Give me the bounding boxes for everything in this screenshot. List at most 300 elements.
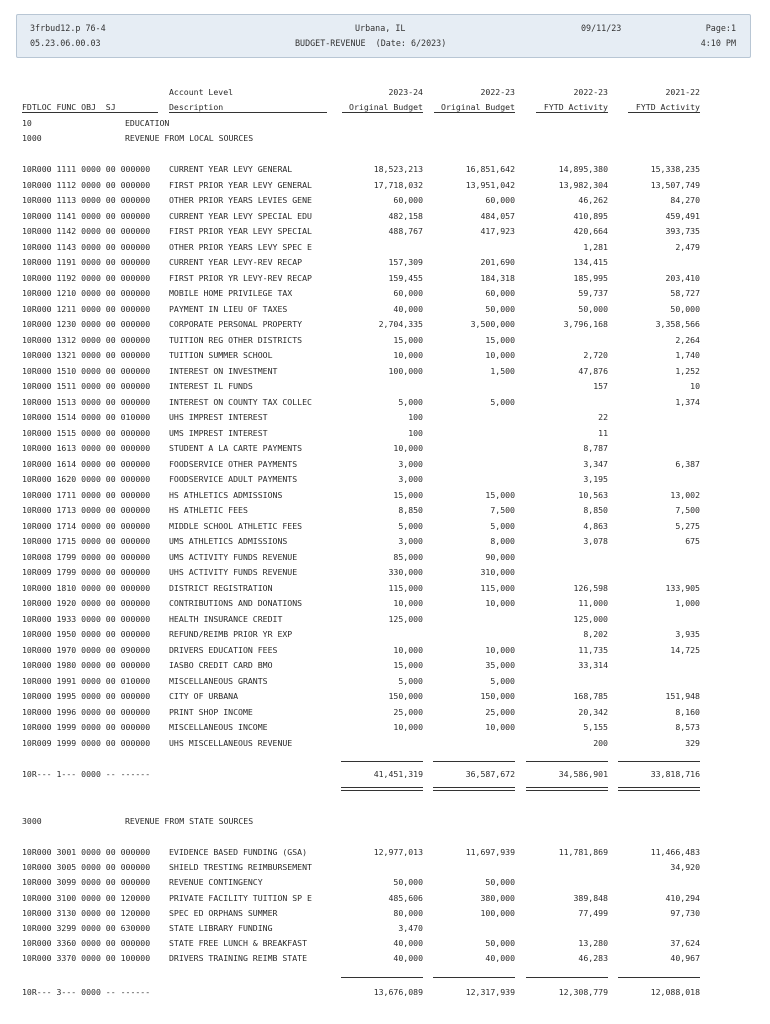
budget-2023-24-cell: 482,158 — [388, 210, 423, 221]
fytd-2021-22-cell: 58,727 — [670, 288, 700, 298]
budget-2023-24-cell: 100 — [408, 427, 423, 438]
subtotal-c2: 36,587,672 — [465, 769, 515, 779]
col3-label-header: FYTD Activity — [536, 102, 608, 113]
description-cell: STUDENT A LA CARTE PAYMENTS — [169, 443, 303, 453]
account-cell: 10R000 1510 0000 00 000000 — [22, 365, 151, 376]
budget-2023-24-cell: 15,000 — [393, 660, 423, 670]
account-cell: 10R000 1192 0000 00 000000 — [22, 272, 151, 283]
budget-2023-24-cell: 2,704,335 — [378, 319, 423, 329]
col4-label-header: FYTD Activity — [628, 102, 700, 113]
budget-2023-24-cell: 10,000 — [393, 350, 423, 360]
budget-2022-23-cell: 380,000 — [480, 892, 515, 903]
fytd-2022-23-cell: 5,155 — [583, 722, 608, 732]
fytd-2021-22-cell: 1,000 — [675, 598, 700, 608]
description-cell: HS ATHLETIC FEES — [169, 505, 248, 515]
subtotal-rule — [341, 761, 423, 762]
fytd-2021-22-cell: 13,002 — [670, 489, 700, 500]
table-row — [0, 211, 770, 222]
fytd-2022-23-cell: 47,876 — [578, 365, 608, 376]
table-row — [0, 583, 770, 594]
section-name: REVENUE FROM STATE SOURCES — [125, 816, 254, 826]
table-row — [0, 923, 770, 934]
description-cell: INTEREST ON INVESTMENT — [169, 365, 278, 376]
fytd-2022-23-cell: 50,000 — [578, 303, 608, 314]
account-cell: 10R000 1211 0000 00 000000 — [22, 303, 151, 314]
table-row — [0, 722, 770, 733]
fytd-2022-23-cell: 13,982,304 — [558, 179, 608, 190]
account-cell: 10R000 1950 0000 00 000000 — [22, 629, 151, 639]
fytd-2021-22-cell: 133,905 — [665, 582, 700, 593]
fytd-2021-22-cell: 2,264 — [675, 334, 700, 345]
budget-2023-24-cell: 5,000 — [398, 520, 423, 531]
budget-2023-24-cell: 3,470 — [398, 923, 423, 933]
fytd-2021-22-cell: 3,358,566 — [655, 319, 700, 329]
account-cell: 10R000 1970 0000 00 090000 — [22, 644, 151, 655]
fytd-2022-23-cell: 8,202 — [583, 629, 608, 639]
table-row — [0, 490, 770, 501]
fytd-2022-23-cell: 4,863 — [583, 520, 608, 531]
account-cell: 10R000 1514 0000 00 010000 — [22, 412, 151, 422]
description-cell: CURRENT YEAR LEVY SPECIAL EDU — [169, 210, 312, 221]
account-cell: 10R009 1999 0000 00 000000 — [22, 737, 151, 748]
table-row — [0, 428, 770, 439]
table-row — [0, 335, 770, 346]
description-cell: OTHER PRIOR YEARS LEVIES GENE — [169, 195, 312, 205]
account-cell: 10R000 1920 0000 00 000000 — [22, 598, 151, 608]
account-cell: 10R000 1933 0000 00 000000 — [22, 613, 151, 624]
fytd-2021-22-cell: 2,479 — [675, 241, 700, 252]
budget-2022-23-cell: 7,500 — [490, 505, 515, 515]
budget-2022-23-cell: 10,000 — [485, 598, 515, 608]
account-cell: 10R000 1321 0000 00 000000 — [22, 350, 151, 360]
account-cell: 10R000 1513 0000 00 000000 — [22, 396, 151, 407]
fytd-2022-23-cell: 77,499 — [578, 907, 608, 918]
fytd-2022-23-cell: 410,895 — [573, 210, 608, 221]
budget-2022-23-cell: 15,000 — [485, 334, 515, 345]
double-rule — [618, 787, 700, 791]
budget-2022-23-cell: 1,500 — [490, 365, 515, 376]
table-row — [0, 397, 770, 408]
table-row — [0, 660, 770, 671]
table-row — [0, 707, 770, 718]
fytd-2021-22-cell: 37,624 — [670, 938, 700, 949]
description-cell: DISTRICT REGISTRATION — [169, 582, 273, 593]
fytd-2021-22-cell: 410,294 — [665, 892, 700, 903]
budget-2023-24-cell: 10,000 — [393, 722, 423, 732]
budget-2022-23-cell: 50,000 — [485, 877, 515, 888]
fytd-2021-22-cell: 10 — [690, 381, 700, 391]
account-cell: 10R000 3130 0000 00 120000 — [22, 907, 151, 918]
account-cell: 10R000 1143 0000 00 000000 — [22, 241, 151, 252]
fytd-2021-22-cell: 7,500 — [675, 505, 700, 515]
fytd-2022-23-cell: 3,078 — [583, 536, 608, 546]
fytd-2021-22-cell: 3,935 — [675, 629, 700, 639]
fytd-2022-23-cell: 1,281 — [583, 241, 608, 252]
table-row — [0, 536, 770, 547]
budget-2022-23-cell: 8,000 — [490, 536, 515, 546]
fytd-2022-23-cell: 46,262 — [578, 195, 608, 205]
description-cell: UHS MISCELLANEOUS REVENUE — [169, 737, 293, 748]
report-version: 05.23.06.00.03 — [30, 38, 101, 48]
fytd-2021-22-cell: 34,920 — [670, 862, 700, 873]
subtotal-c1: 41,451,319 — [373, 769, 423, 779]
budget-2023-24-cell: 157,309 — [388, 257, 423, 267]
description-cell: FOODSERVICE ADULT PAYMENTS — [169, 474, 298, 484]
budget-2022-23-cell: 10,000 — [485, 350, 515, 360]
budget-2022-23-cell: 60,000 — [485, 195, 515, 205]
table-row — [0, 381, 770, 392]
account-cell: 10R000 1210 0000 00 000000 — [22, 288, 151, 298]
account-cell: 10R000 1620 0000 00 000000 — [22, 474, 151, 484]
account-cell: 10R000 1810 0000 00 000000 — [22, 582, 151, 593]
report-date: 09/11/23 — [581, 23, 622, 33]
fytd-2021-22-cell: 393,735 — [665, 226, 700, 236]
subtotal-rule — [433, 761, 515, 762]
description-cell: UMS ATHLETICS ADMISSIONS — [169, 536, 288, 546]
budget-2023-24-cell: 100 — [408, 412, 423, 422]
subtotal-c3: 34,586,901 — [558, 769, 608, 779]
subtotal-rule — [433, 977, 515, 978]
fytd-2022-23-cell: 11 — [598, 427, 608, 438]
fytd-2022-23-cell: 14,895,380 — [558, 164, 608, 174]
budget-2023-24-cell: 25,000 — [393, 706, 423, 717]
fytd-2022-23-cell: 8,787 — [583, 443, 608, 453]
fund-name: EDUCATION — [125, 118, 170, 128]
fytd-2021-22-cell: 15,338,235 — [650, 164, 700, 174]
fytd-2021-22-cell: 1,740 — [675, 350, 700, 360]
fytd-2022-23-cell: 33,314 — [578, 660, 608, 670]
table-row — [0, 738, 770, 749]
account-cell: 10R000 3001 0000 00 000000 — [22, 847, 151, 857]
budget-2022-23-cell: 16,851,642 — [465, 164, 515, 174]
account-cell: 10R000 1142 0000 00 000000 — [22, 226, 151, 236]
table-row — [0, 288, 770, 299]
fytd-2021-22-cell: 40,967 — [670, 953, 700, 964]
table-row — [0, 242, 770, 253]
description-cell: PRINT SHOP INCOME — [169, 706, 253, 717]
fytd-2021-22-cell: 11,466,483 — [650, 847, 700, 857]
col3-year-header: 2022-23 — [573, 87, 608, 97]
table-row — [0, 938, 770, 949]
fytd-2021-22-cell: 203,410 — [665, 272, 700, 283]
table-row — [0, 629, 770, 640]
fytd-2022-23-cell: 200 — [593, 737, 608, 748]
budget-2022-23-cell: 417,923 — [480, 226, 515, 236]
fytd-2022-23-cell: 157 — [593, 381, 608, 391]
table-row — [0, 195, 770, 206]
description-cell: MISCELLANEOUS INCOME — [169, 722, 268, 732]
budget-2023-24-cell: 17,718,032 — [373, 179, 423, 190]
subtotal-c4: 33,818,716 — [650, 769, 700, 779]
budget-2023-24-cell: 8,850 — [398, 505, 423, 515]
fytd-2022-23-cell: 420,664 — [573, 226, 608, 236]
fytd-2022-23-cell: 185,995 — [573, 272, 608, 283]
table-row — [0, 474, 770, 485]
subtotal-row — [0, 769, 770, 780]
table-row — [0, 257, 770, 268]
subtotal-c4: 12,088,018 — [650, 987, 700, 997]
table-row — [0, 505, 770, 516]
col1-label-header: Original Budget — [342, 102, 423, 113]
budget-2023-24-cell: 159,455 — [388, 272, 423, 283]
fytd-2021-22-cell: 97,730 — [670, 907, 700, 918]
budget-2023-24-cell: 3,000 — [398, 536, 423, 546]
description-cell: MISCELLANEOUS GRANTS — [169, 675, 268, 686]
description-cell: FIRST PRIOR YR LEVY-REV RECAP — [169, 272, 312, 283]
fytd-2022-23-cell: 11,000 — [578, 598, 608, 608]
budget-2023-24-cell: 3,000 — [398, 458, 423, 469]
account-cell: 10R000 1515 0000 00 000000 — [22, 427, 151, 438]
account-cell: 10R000 1111 0000 00 000000 — [22, 164, 151, 174]
section-code: 3000 — [22, 816, 42, 826]
account-cell: 10R000 1112 0000 00 000000 — [22, 179, 151, 190]
report-id: 3frbud12.p 76-4 — [30, 23, 106, 33]
subtotal-rule — [341, 977, 423, 978]
report-header-banner — [16, 14, 751, 58]
budget-2023-24-cell: 18,523,213 — [373, 164, 423, 174]
budget-2023-24-cell: 115,000 — [388, 582, 423, 593]
account-cell: 10R000 1614 0000 00 000000 — [22, 458, 151, 469]
description-cell: FOODSERVICE OTHER PAYMENTS — [169, 458, 298, 469]
budget-2022-23-cell: 50,000 — [485, 938, 515, 949]
budget-2022-23-cell: 201,690 — [480, 257, 515, 267]
account-cell: 10R000 1995 0000 00 000000 — [22, 691, 151, 701]
budget-2023-24-cell: 15,000 — [393, 489, 423, 500]
table-row — [0, 953, 770, 964]
description-header: Description — [169, 102, 327, 113]
account-cell: 10R000 1711 0000 00 000000 — [22, 489, 151, 500]
account-cell: 10R000 3370 0000 00 100000 — [22, 953, 151, 964]
description-cell: UHS ACTIVITY FUNDS REVENUE — [169, 567, 298, 577]
fytd-2021-22-cell: 329 — [685, 737, 700, 748]
budget-2023-24-cell: 15,000 — [393, 334, 423, 345]
table-row — [0, 691, 770, 702]
description-cell: INTEREST ON COUNTY TAX COLLEC — [169, 396, 312, 407]
fytd-2021-22-cell: 1,252 — [675, 365, 700, 376]
budget-2023-24-cell: 10,000 — [393, 443, 423, 453]
fytd-2022-23-cell: 389,848 — [573, 892, 608, 903]
description-cell: REVENUE CONTINGENCY — [169, 877, 263, 888]
fytd-2022-23-cell: 168,785 — [573, 691, 608, 701]
subtotal-rule — [526, 977, 608, 978]
description-cell: REFUND/REIMB PRIOR YR EXP — [169, 629, 293, 639]
budget-2023-24-cell: 150,000 — [388, 691, 423, 701]
budget-2023-24-cell: 330,000 — [388, 567, 423, 577]
description-cell: FIRST PRIOR YEAR LEVY SPECIAL — [169, 226, 312, 236]
subtotal-account: 10R--- 3--- 0000 -- ------ — [22, 987, 151, 997]
subtotal-rule — [526, 761, 608, 762]
description-cell: CURRENT YEAR LEVY-REV RECAP — [169, 257, 303, 267]
col1-year-header: 2023-24 — [388, 87, 423, 97]
budget-2022-23-cell: 5,000 — [490, 520, 515, 531]
budget-2022-23-cell: 40,000 — [485, 953, 515, 964]
section-name: REVENUE FROM LOCAL SOURCES — [125, 133, 254, 143]
fytd-2022-23-cell: 20,342 — [578, 706, 608, 717]
account-cell: 10R000 1999 0000 00 000000 — [22, 722, 151, 732]
description-cell: IASBO CREDIT CARD BMO — [169, 660, 273, 670]
double-rule — [526, 787, 608, 791]
description-cell: FIRST PRIOR YEAR LEVY GENERAL — [169, 179, 312, 190]
account-cell: 10R009 1799 0000 00 000000 — [22, 567, 151, 577]
description-cell: PAYMENT IN LIEU OF TAXES — [169, 303, 288, 314]
fytd-2021-22-cell: 1,374 — [675, 396, 700, 407]
description-cell: OTHER PRIOR YEARS LEVY SPEC E — [169, 241, 312, 252]
table-row — [0, 645, 770, 656]
report-title: BUDGET-REVENUE (Date: 6/2023) — [295, 38, 447, 48]
budget-2022-23-cell: 150,000 — [480, 691, 515, 701]
table-row — [0, 847, 770, 858]
fytd-2022-23-cell: 3,347 — [583, 458, 608, 469]
fytd-2022-23-cell: 125,000 — [573, 613, 608, 624]
table-row — [0, 908, 770, 919]
description-cell: STATE LIBRARY FUNDING — [169, 923, 273, 933]
double-rule — [433, 787, 515, 791]
budget-2022-23-cell: 115,000 — [480, 582, 515, 593]
table-row — [0, 521, 770, 532]
budget-2022-23-cell: 5,000 — [490, 675, 515, 686]
budget-2022-23-cell: 35,000 — [485, 660, 515, 670]
description-cell: MIDDLE SCHOOL ATHLETIC FEES — [169, 520, 303, 531]
table-row — [0, 412, 770, 423]
budget-2023-24-cell: 5,000 — [398, 396, 423, 407]
budget-2022-23-cell: 90,000 — [485, 551, 515, 562]
budget-2022-23-cell: 310,000 — [480, 567, 515, 577]
subtotal-c3: 12,308,779 — [558, 987, 608, 997]
subtotal-row — [0, 987, 770, 998]
fytd-2021-22-cell: 5,275 — [675, 520, 700, 531]
table-row — [0, 319, 770, 330]
fytd-2021-22-cell: 8,160 — [675, 706, 700, 717]
description-cell: STATE FREE LUNCH & BREAKFAST — [169, 938, 308, 949]
district-name: Urbana, IL — [355, 23, 406, 33]
budget-2022-23-cell: 10,000 — [485, 722, 515, 732]
account-cell: 10R000 3299 0000 00 630000 — [22, 923, 151, 933]
description-cell: MOBILE HOME PRIVILEGE TAX — [169, 288, 293, 298]
budget-2022-23-cell: 184,318 — [480, 272, 515, 283]
account-cell: 10R000 3005 0000 00 000000 — [22, 862, 151, 873]
budget-2022-23-cell: 60,000 — [485, 288, 515, 298]
account-cell: 10R000 1713 0000 00 000000 — [22, 505, 151, 515]
budget-2023-24-cell: 485,606 — [388, 892, 423, 903]
description-cell: CITY OF URBANA — [169, 691, 239, 701]
budget-2023-24-cell: 10,000 — [393, 644, 423, 655]
budget-2022-23-cell: 11,697,939 — [465, 847, 515, 857]
account-header: FDTLOC FUNC OBJ SJ — [22, 102, 158, 113]
account-cell: 10R000 3099 0000 00 000000 — [22, 877, 151, 888]
table-row — [0, 567, 770, 578]
subtotal-account: 10R--- 1--- 0000 -- ------ — [22, 769, 151, 779]
account-cell: 10R008 1799 0000 00 000000 — [22, 551, 151, 562]
budget-2023-24-cell: 3,000 — [398, 474, 423, 484]
description-cell: PRIVATE FACILITY TUITION SP E — [169, 892, 312, 903]
description-cell: CORPORATE PERSONAL PROPERTY — [169, 319, 303, 329]
account-cell: 10R000 1714 0000 00 000000 — [22, 520, 151, 531]
account-cell: 10R000 1613 0000 00 000000 — [22, 443, 151, 453]
budget-2023-24-cell: 40,000 — [393, 303, 423, 314]
budget-2023-24-cell: 100,000 — [388, 365, 423, 376]
account-cell: 10R000 1191 0000 00 000000 — [22, 257, 151, 267]
account-cell: 10R000 3100 0000 00 120000 — [22, 892, 151, 903]
fytd-2021-22-cell: 13,507,749 — [650, 179, 700, 190]
description-cell: UHS IMPREST INTEREST — [169, 412, 268, 422]
description-cell: HEALTH INSURANCE CREDIT — [169, 613, 283, 624]
budget-2022-23-cell: 13,951,042 — [465, 179, 515, 190]
description-cell: INTEREST IL FUNDS — [169, 381, 253, 391]
budget-2023-24-cell: 40,000 — [393, 953, 423, 964]
fytd-2022-23-cell: 11,735 — [578, 644, 608, 655]
fund-code: 10 — [22, 118, 32, 128]
fytd-2021-22-cell: 84,270 — [670, 195, 700, 205]
description-cell: CONTRIBUTIONS AND DONATIONS — [169, 598, 303, 608]
budget-2023-24-cell: 60,000 — [393, 195, 423, 205]
table-row — [0, 164, 770, 175]
budget-2023-24-cell: 12,977,013 — [373, 847, 423, 857]
description-cell: DRIVERS EDUCATION FEES — [169, 644, 278, 655]
table-row — [0, 304, 770, 315]
fytd-2022-23-cell: 134,415 — [573, 257, 608, 267]
col4-year-header: 2021-22 — [665, 87, 700, 97]
subtotal-rule — [618, 761, 700, 762]
table-row — [0, 180, 770, 191]
account-cell: 10R000 1715 0000 00 000000 — [22, 536, 151, 546]
budget-2022-23-cell: 3,500,000 — [470, 319, 515, 329]
fytd-2022-23-cell: 13,280 — [578, 938, 608, 949]
budget-2023-24-cell: 50,000 — [393, 877, 423, 888]
budget-2022-23-cell: 25,000 — [485, 706, 515, 717]
table-row — [0, 598, 770, 609]
fytd-2022-23-cell: 126,598 — [573, 582, 608, 593]
table-row — [0, 443, 770, 454]
account-cell: 10R000 1980 0000 00 000000 — [22, 660, 151, 670]
account-cell: 10R000 1113 0000 00 000000 — [22, 195, 151, 205]
description-cell: UMS IMPREST INTEREST — [169, 427, 268, 438]
fytd-2022-23-cell: 10,563 — [578, 489, 608, 500]
table-row — [0, 366, 770, 377]
fytd-2022-23-cell: 59,737 — [578, 288, 608, 298]
account-cell: 10R000 1230 0000 00 000000 — [22, 319, 151, 329]
account-cell: 10R000 1991 0000 00 010000 — [22, 675, 151, 686]
fytd-2022-23-cell: 8,850 — [583, 505, 608, 515]
description-cell: HS ATHLETICS ADMISSIONS — [169, 489, 283, 500]
budget-2022-23-cell: 5,000 — [490, 396, 515, 407]
fytd-2022-23-cell: 11,781,869 — [558, 847, 608, 857]
budget-2023-24-cell: 5,000 — [398, 675, 423, 686]
budget-2022-23-cell: 15,000 — [485, 489, 515, 500]
description-cell: DRIVERS TRAINING REIMB STATE — [169, 953, 308, 964]
budget-2023-24-cell: 60,000 — [393, 288, 423, 298]
table-row — [0, 459, 770, 470]
account-cell: 10R000 1511 0000 00 000000 — [22, 381, 151, 391]
table-row — [0, 877, 770, 888]
description-cell: TUITION SUMMER SCHOOL — [169, 350, 273, 360]
budget-2023-24-cell: 80,000 — [393, 907, 423, 918]
account-cell: 10R000 3360 0000 00 000000 — [22, 938, 151, 949]
account-cell: 10R000 1141 0000 00 000000 — [22, 210, 151, 221]
fytd-2021-22-cell: 675 — [685, 536, 700, 546]
report-time: 4:10 PM — [700, 38, 736, 48]
table-row — [0, 273, 770, 284]
table-row — [0, 893, 770, 904]
section-code: 1000 — [22, 133, 42, 143]
double-rule — [341, 787, 423, 791]
table-row — [0, 226, 770, 237]
col2-label-header: Original Budget — [434, 102, 515, 113]
description-cell: TUITION REG OTHER DISTRICTS — [169, 334, 303, 345]
budget-2023-24-cell: 85,000 — [393, 551, 423, 562]
subtotal-rule — [618, 977, 700, 978]
account-level-header: Account Level — [169, 87, 234, 97]
subtotal-c1: 13,676,089 — [373, 987, 423, 997]
